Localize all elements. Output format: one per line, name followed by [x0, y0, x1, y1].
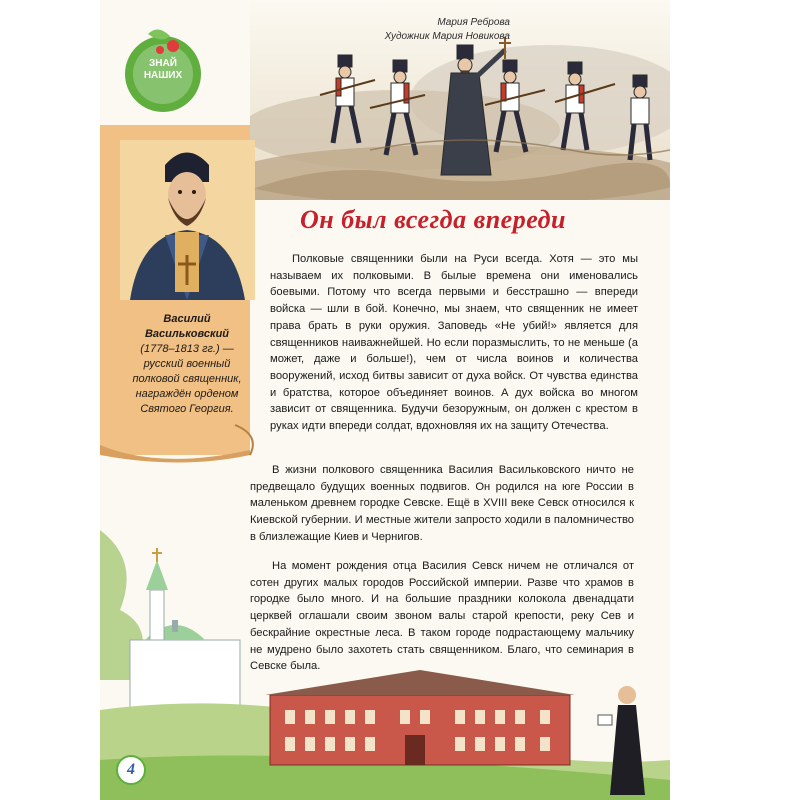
badge-line-2: НАШИХ [143, 70, 183, 81]
caption-name-line-2: Васильковский [144, 328, 230, 340]
paragraph-1: Полковые священники были на Руси всегда. Хотя — это мы называем их полковыми. В былые времена они именовались боевыми. Потому что всегда первыми и бесстрашно — впереди войска — шли в бой. Конечно, мы знаем, что священник не имеет права брать в руки оружия. Заповедь «Не убий!» является для священников наиважнейшей. Но если поразмыслить, то не меньше (а может, даже и больше!), чем от числа воинов и количества вооружений, исход битвы зависит от духа войск. От чувства единства и братства, которое объединяет воинов. А дух войска во многом зависит от священника. Будучи безоружным, он должен с крестом в руках идти впереди солдат, вдохновляя их на защиту Отечества. [270, 253, 638, 433]
badge-label [132, 58, 194, 82]
badge-line-1: ЗНАЙ [149, 58, 177, 69]
paragraph-3: На момент рождения отца Василия Севск ничем не отличался от сотен других малых городов Российской империи. Разве что храмов в городке было много. И на большие праздники колокола двенадцати церквей оглашали своим звоном валы старой крепости, реку Сев и бескрайние окрестные леса. В таком городе подрастающему мальчику не мудрено было захотеть стать священником. Благо, что семинария в Севске была. [250, 560, 634, 673]
caption-name-line-1: Василий [163, 313, 211, 325]
town-illustration [100, 530, 670, 800]
priest-portrait [120, 140, 255, 300]
paragraph-2: В жизни полкового священника Василия Васильковского ничто не предвещало будущих военных подвигов. Он родился на юге России в маленьком древнем городке Севске. Ещё в XVIII веке Севск относился к Киевской губернии. И местные жители запросто ходили в паломничество в близлежащие Киев и Чернигов. [250, 464, 634, 543]
page-number: 4 [116, 755, 146, 785]
portrait-caption [122, 312, 252, 417]
authors-credit [260, 16, 510, 44]
illustrator-name: Художник Мария Новикова [384, 31, 510, 42]
article-title: Он был всегда впереди [300, 205, 566, 234]
book-page [100, 0, 670, 800]
author-name: Мария Реброва [437, 17, 510, 28]
caption-description: (1778–1813 гг.) — русский военный полковой священник, награждён орденом Святого Георгия. [132, 343, 242, 415]
